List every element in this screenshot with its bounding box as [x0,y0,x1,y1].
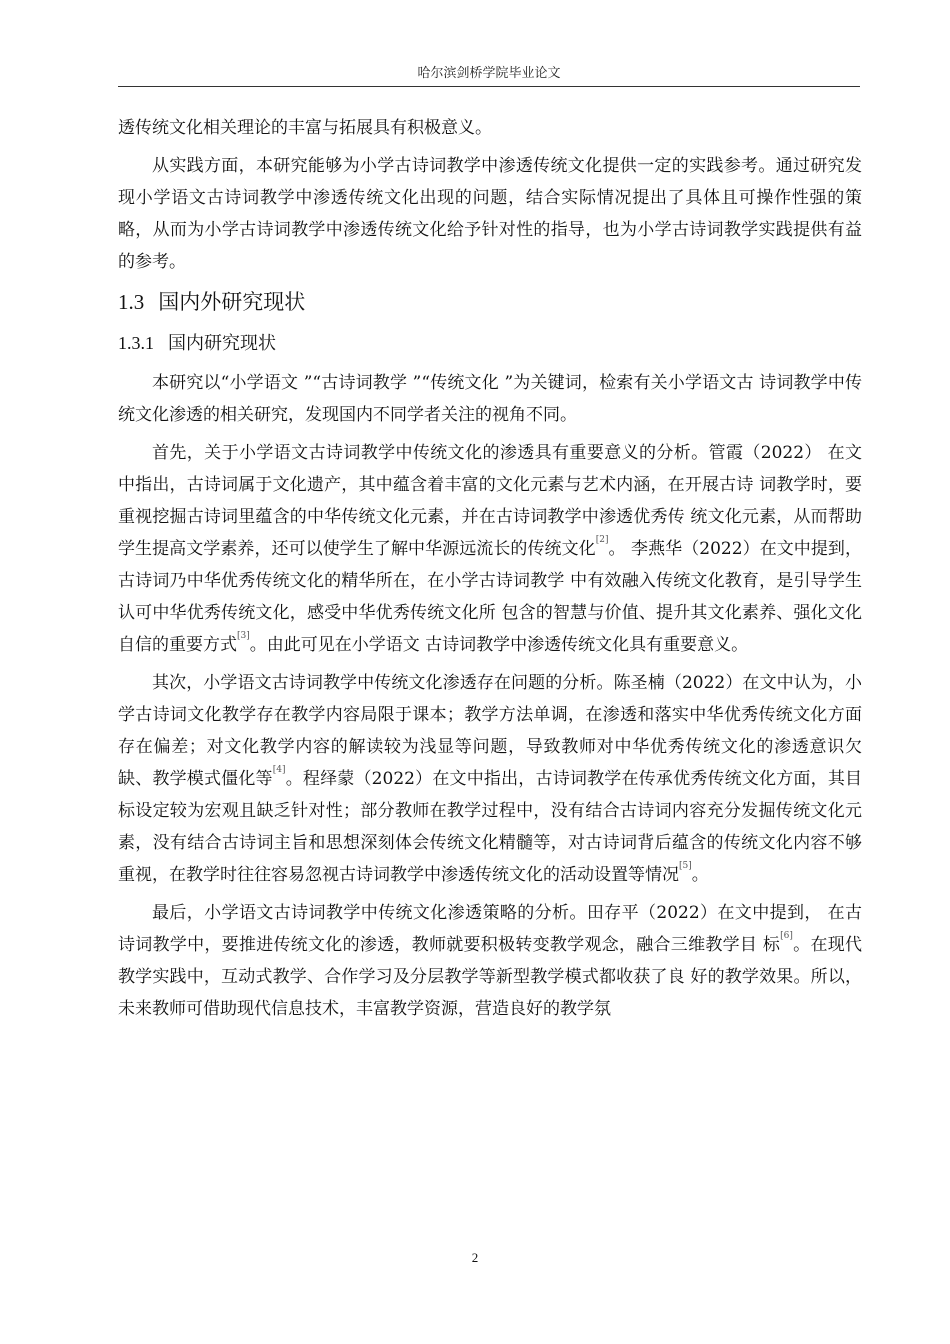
paragraph-second-text-a: 其次，小学语文古诗词教学中传统文化渗透存在问题的分析。陈圣楠（2022）在文中认为，小学古诗词文化教学存在教学内容局限于课本；教学方法单调，在渗透和落实中华优秀传统文化方面存在偏差；对文化教学内容的解读较为浅显等问题，导致教师对中华优秀传统文化的渗透意识欠缺、教学模式僵化等 [118,673,862,789]
paragraph-third-text-b: 。在现代教学实践中，互动式教学、合作学习及分层教学等新型教学模式都收获了良 好的教学效果。所以，未来教师可借助现代信息技术，丰富教学资源，营造良好的教学氛 [118,935,863,1019]
paragraph-continuation: 透传统文化相关理论的丰富与拓展具有积极意义。 [118,118,492,138]
page-number: 2 [471,1250,479,1265]
paragraph-practice: 从实践方面，本研究能够为小学古诗词教学中渗透传统文化提供一定的实践参考。通过研究发现小学语文古诗词教学中渗透传统文化出现的问题，结合实际情况提出了具体且可操作性强的策略，从而为小学古诗词教学中渗透传统文化给予针对性的指导，也为小学古诗词教学实践提供有益的参考。 [118,156,862,272]
section-heading [118,284,862,320]
running-header: 哈尔滨剑桥学院毕业论文 [417,66,561,81]
paragraph-third-text-a: 最后，小学语文古诗词教学中传统文化渗透策略的分析。田存平（2022）在文中提到， 在古诗词教学中，要推进传统文化的渗透，教师就要积极转变教学观念，融合三维教学目 标 [118,903,862,955]
paragraph-second-text-c: 。 [691,865,709,885]
paragraph-first-text-c: 。由此可见在小学语文 古诗词教学中渗透传统文化具有重要意义。 [249,635,749,655]
section-number: 1.3 [118,290,145,314]
subsection-title: 国内研究现状 [168,333,276,354]
citation-6: [6] [780,931,793,941]
page-body [118,112,862,1025]
paragraph-second-text-b: 。程绎蒙（2022）在文中指出，古诗词教学在传承优秀传统文化方面，其目标设定较为宏观且缺乏针对性；部分教师在教学过程中，没有结合古诗词内容充分发掘传统文化元素，没有结合古诗词主旨和思想深刻体会传统文化精髓等，对古诗词背后蕴含的传统文化内容不够重视，在教学时往往容易忽视古诗词教学中渗透传统文化的活动设置等情况 [118,769,863,885]
citation-2: [2] [595,535,609,545]
paragraph-intro: 本研究以“小学语文 ”“古诗词教学 ”“传统文化 ”为关键词，检索有关小学语文古 诗词教学中传统文化渗透的相关研究，发现国内不同学者关注的视角不同。 [118,373,862,425]
citation-4: [4] [272,765,286,775]
paragraph-second [118,667,862,891]
paragraph-third [118,897,862,1025]
header-rule [118,86,860,87]
paragraph-first-text-a: 首先，关于小学语文古诗词教学中传统文化的渗透具有重要意义的分析。管霞（2022） 在文中指出，古诗词属于文化遗产，其中蕴含着丰富的文化元素与艺术内涵，在开展古诗 词教学时，要重视挖掘古诗词里蕴含的中华传统文化元素，并在古诗词教学中渗透优秀传 统文化元素，从而帮助学生提高文学素养，还可以使学生了解中华源远流长的传统文化 [118,443,862,559]
subsection-number: 1.3.1 [118,333,154,353]
section-title: 国内外研究现状 [158,290,306,314]
paragraph-first-text-b: 。 李燕华（2022）在文中提到，古诗词乃中华优秀传统文化的精华所在，在小学古诗词教学 中有效融入传统文化教育，是引导学生认可中华优秀传统文化，感受中华优秀传统文化所 包含的智慧与价值、提升其文化素养、强化文化自信的重要方式 [118,539,862,655]
citation-3: [3] [237,631,250,641]
subsection-heading [118,326,862,361]
citation-5: [5] [679,861,692,871]
paragraph-first [118,437,862,661]
